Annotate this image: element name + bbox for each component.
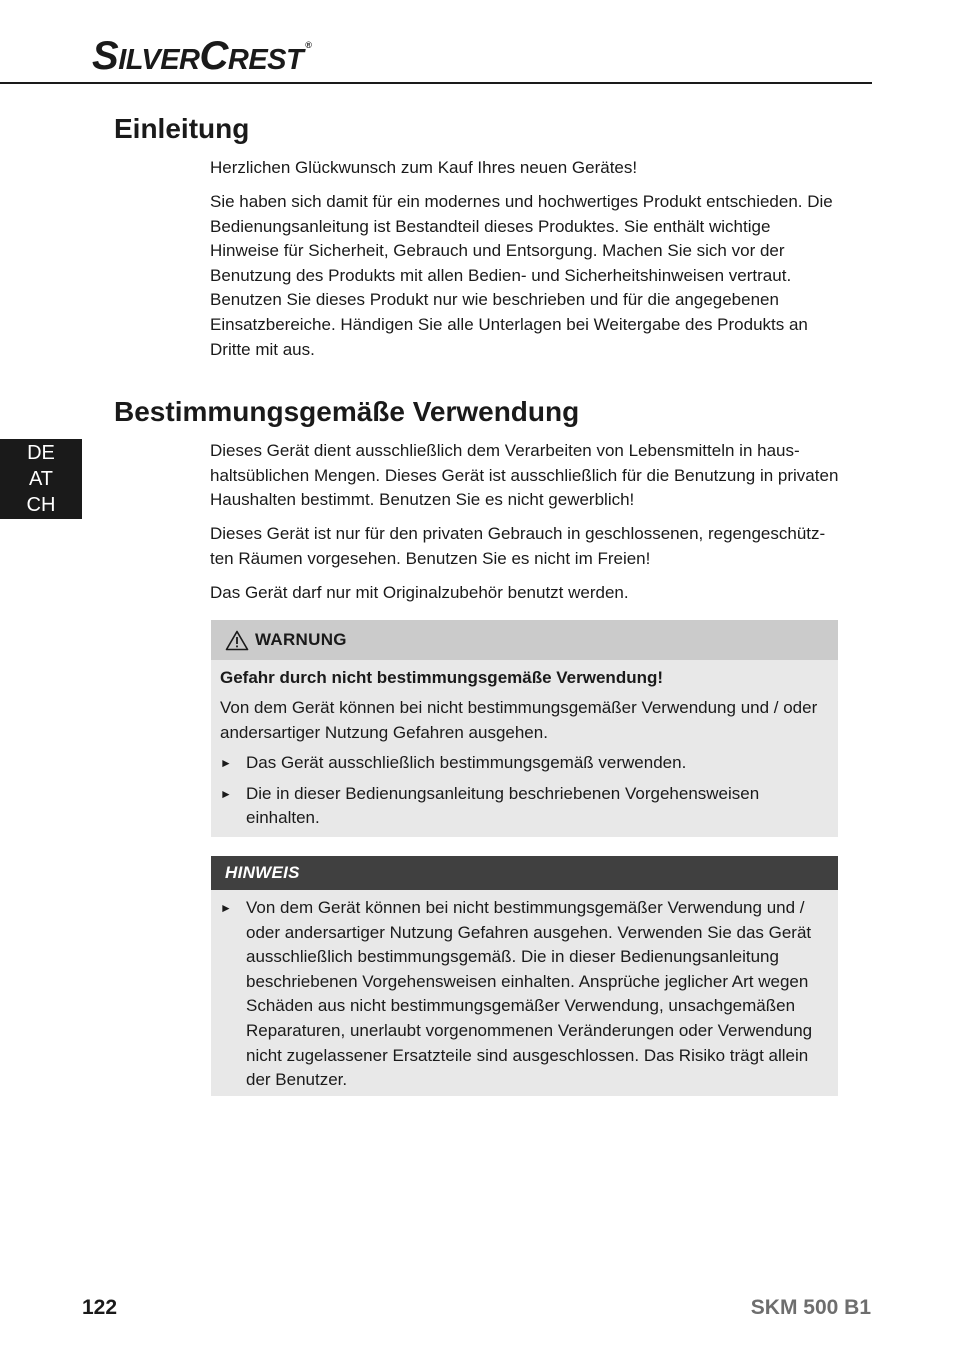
list-item <box>220 751 828 776</box>
usage-paragraph-3: Das Gerät darf nur mit Originalzubehör benutzt werden. <box>210 583 629 602</box>
note-bullet-1: Von dem Gerät können bei nicht bestimmungsgemäßer Verwendung und / oder andersartiger Nutzung Gefahren ausgehen. Verwenden Sie das Gerät ausschließlich bestimmungsgemäß. Die in dieser Bedienungsanleitung beschriebenen Vorgehensweisen einhalten. Ansprüche jeglicher Art wegen Schäden aus nicht bestimmungsgemäßer Verwendung, unsachgemäßen Reparaturen, unerlaubt vorgenommenen Veränderungen oder Verwendung nicht zugelassener Ersatzteile sind ausgeschlossen. Das Risiko trägt allein der Benutzer. <box>246 898 813 1090</box>
warning-subtitle: Gefahr durch nicht bestimmungsgemäße Verwendung! <box>220 668 664 687</box>
warning-box <box>211 620 838 837</box>
note-box <box>211 856 838 1096</box>
brand-logo <box>92 34 311 79</box>
brand-letter-s: S <box>92 34 119 78</box>
header-rule <box>0 82 872 84</box>
warning-header <box>211 620 838 660</box>
list-item <box>220 782 828 831</box>
model-number: SKM 500 B1 <box>750 1296 871 1319</box>
bullet-arrow-icon: ► <box>220 901 232 915</box>
language-at: AT <box>28 468 54 490</box>
brand-letter-c: C <box>199 34 228 78</box>
page-number: 122 <box>82 1296 118 1319</box>
warning-bullet-2: Die in dieser Bedienungsanleitung beschriebenen Vorgehensweisen einhalten. <box>246 783 760 828</box>
warning-text: Von dem Gerät können bei nicht bestimmungsgemäßer Verwendung und / oder andersartiger Nutzung Gefahren ausgehen. <box>220 698 818 742</box>
warning-label: WARNUNG <box>255 630 347 649</box>
note-label: HINWEIS <box>225 863 300 882</box>
list-item <box>220 896 828 1093</box>
warning-bullet-1: Das Gerät ausschließlich bestimmungsgemäß verwenden. <box>246 753 687 773</box>
bullet-arrow-icon: ► <box>220 756 232 771</box>
section-title-einleitung: Einleitung <box>114 113 250 144</box>
language-de: DE <box>27 442 55 464</box>
intro-paragraph-1: Herzlichen Glückwunsch zum Kauf Ihres neuen Gerätes! <box>210 158 638 177</box>
usage-paragraph-1: Dieses Gerät dient ausschließlich dem Verarbeiten von Lebensmitteln in haushaltsüblichen Mengen. Dieses Gerät ist ausschließlich für die Benutzung in privaten Haushalten bestimmt. Benutzen Sie es nicht gewerblich! <box>210 441 839 510</box>
registered-mark: ® <box>305 40 312 50</box>
note-header <box>211 856 838 890</box>
language-tab <box>0 439 82 519</box>
intro-paragraph-2: Sie haben sich damit für ein modernes und hochwertiges Produkt entschieden. Die Bedienungsanleitung ist Bestandteil dieses Produktes. Sie enthält wichtige Hinweise für Sicherheit, Gebrauch und Entsorgung. Machen Sie sich vor der Benutzung des Produkts mit allen Bedien- und Sicherheitshinweisen vertraut. Benutzen Sie dieses Produkt nur wie beschrieben und für die angegebenen Einsatzbereiche. Händigen Sie alle Unterlagen bei Weitergabe des Produkts an Dritte mit aus. <box>210 192 833 359</box>
bullet-arrow-icon: ► <box>220 786 232 801</box>
language-ch: CH <box>26 494 56 516</box>
warning-triangle-icon <box>225 630 249 651</box>
section-title-verwendung: Bestimmungsgemäße Verwendung <box>114 396 580 427</box>
brand-text-ilver: ILVER <box>118 44 200 76</box>
brand-text-rest: REST <box>227 44 304 76</box>
usage-paragraph-2: Dieses Gerät ist nur für den privaten Gebrauch in geschlossenen, regengeschützten Räumen vorgesehen. Benutzen Sie es nicht im Freien! <box>210 524 826 568</box>
